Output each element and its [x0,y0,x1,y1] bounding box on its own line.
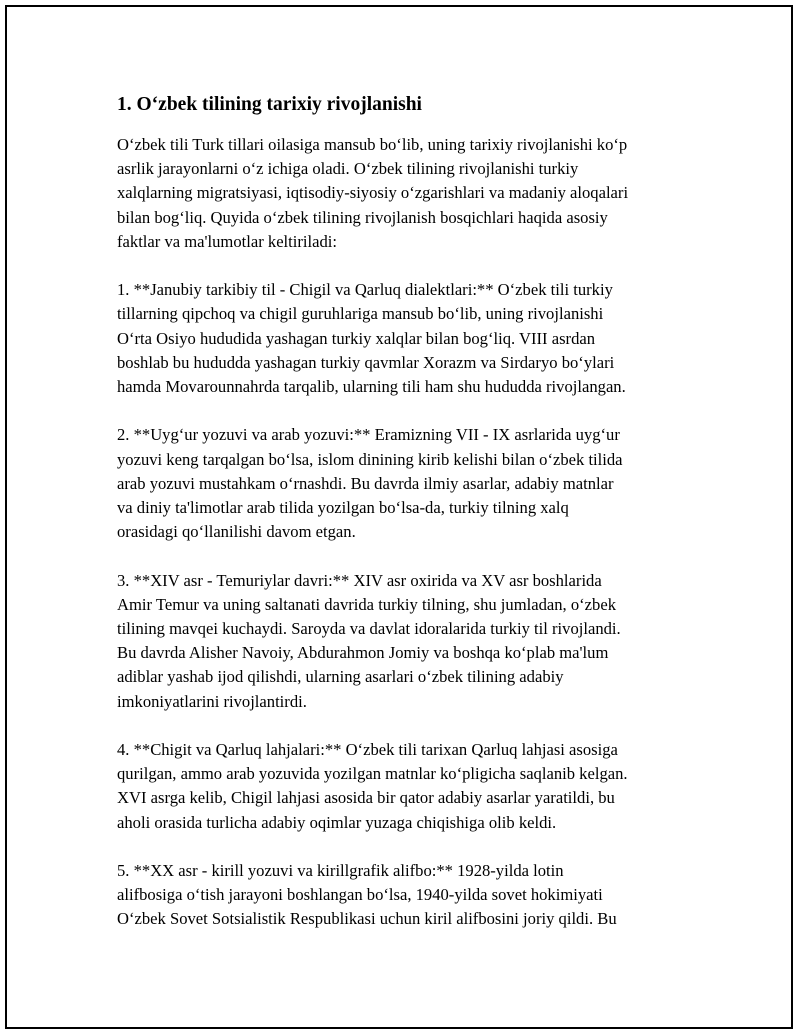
paragraph [117,423,691,544]
paragraph-line: tillarning qipchoq va chigil guruhlariga mansub bo‘lib, uning rivojlanishi [117,304,604,324]
document-title: 1. O‘zbek tilining tarixiy rivojlanishi [117,94,422,115]
paragraph-line: aholi orasida turlicha adabiy oqimlar yuzaga chiqishiga olib keldi. [117,812,557,832]
paragraph-line: XVI asrga kelib, Chigil lahjasi asosida bir qator adabiy asarlar yaratildi, bu [117,788,615,808]
paragraph-line: 2. **Uyg‘ur yozuvi va arab yozuvi:** Eramizning VII - IX asrlarida uyg‘ur [117,425,620,445]
paragraph-line: O‘rta Osiyo hududida yashagan turkiy xalqlar bilan bog‘liq. VIII asrdan [117,328,596,348]
paragraph-line: faktlar va ma'lumotlar keltiriladi: [117,231,338,251]
paragraph [117,859,691,932]
paragraph-line: alifbosiga o‘tish jarayoni boshlangan bo‘lsa, 1940-yilda sovet hokimiyati [117,885,603,905]
paragraph-line: arab yozuvi mustahkam o‘rnashdi. Bu davrda ilmiy asarlar, adabiy matnlar [117,473,614,493]
paragraph [117,278,691,399]
paragraph-line: asrlik jarayonlarni o‘z ichiga oladi. O‘zbek tilining rivojlanishi turkiy [117,159,579,179]
paragraph-line: 5. **XX asr - kirill yozuvi va kirillgrafik alifbo:** 1928-yilda lotin [117,861,564,881]
paragraph [117,569,691,714]
paragraph-line: 3. **XIV asr - Temuriylar davri:** XIV asr oxirida va XV asr boshlarida [117,570,602,590]
paragraph-line: boshlab bu hududda yashagan turkiy qavmlar Xorazm va Sirdaryo bo‘ylari [117,352,615,372]
paragraph-list [117,133,691,932]
paragraph-line: qurilgan, ammo arab yozuvida yozilgan matnlar ko‘pligicha saqlanib kelgan. [117,764,628,784]
paragraph-line: adiblar yashab ijod qilishdi, ularning asarlari o‘zbek tilining adabiy [117,667,564,687]
paragraph-line: yozuvi keng tarqalgan bo‘lsa, islom dinining kirib kelishi bilan o‘zbek tilida [117,449,623,469]
paragraph-line: orasidagi qo‘llanilishi davom etgan. [117,522,356,542]
paragraph-line: va diniy ta'limotlar arab tilida yozilgan bo‘lsa-da, turkiy tilning xalq [117,498,569,518]
paragraph-line: tilining mavqei kuchaydi. Saroyda va davlat idoralarida turkiy til rivojlandi. [117,619,621,639]
paragraph-line: O‘zbek tili Turk tillari oilasiga mansub bo‘lib, uning tarixiy rivojlanishi ko‘p [117,135,628,154]
paragraph-line: hamda Movarounnahrda tarqalib, ularning tili ham shu hududda rivojlangan. [117,377,626,397]
paragraph-line: 1. **Janubiy tarkibiy til - Chigil va Qarluq dialektlari:** O‘zbek tili turkiy [117,280,613,300]
paragraph-line: O‘zbek Sovet Sotsialistik Respublikasi uchun kiril alifbosini joriy qildi. Bu [117,909,617,929]
paragraph-line: bilan bog‘liq. Quyida o‘zbek tilining rivojlanish bosqichlari haqida asosiy [117,207,608,227]
paragraph-line: Bu davrda Alisher Navoiy, Abdurahmon Jomiy va boshqa ko‘plab ma'lum [117,643,609,663]
paragraph-line: Amir Temur va uning saltanati davrida turkiy tilning, shu jumladan, o‘zbek [117,594,617,614]
paragraph-line: 4. **Chigit va Qarluq lahjalari:** O‘zbek tili tarixan Qarluq lahjasi asosiga [117,740,618,760]
document-body [117,92,691,956]
paragraph-line: xalqlarning migratsiyasi, iqtisodiy-siyosiy o‘zgarishlari va madaniy aloqalari [117,183,629,203]
paragraph-line: imkoniyatlarini rivojlantirdi. [117,691,307,711]
paragraph [117,133,691,254]
paragraph [117,738,691,835]
